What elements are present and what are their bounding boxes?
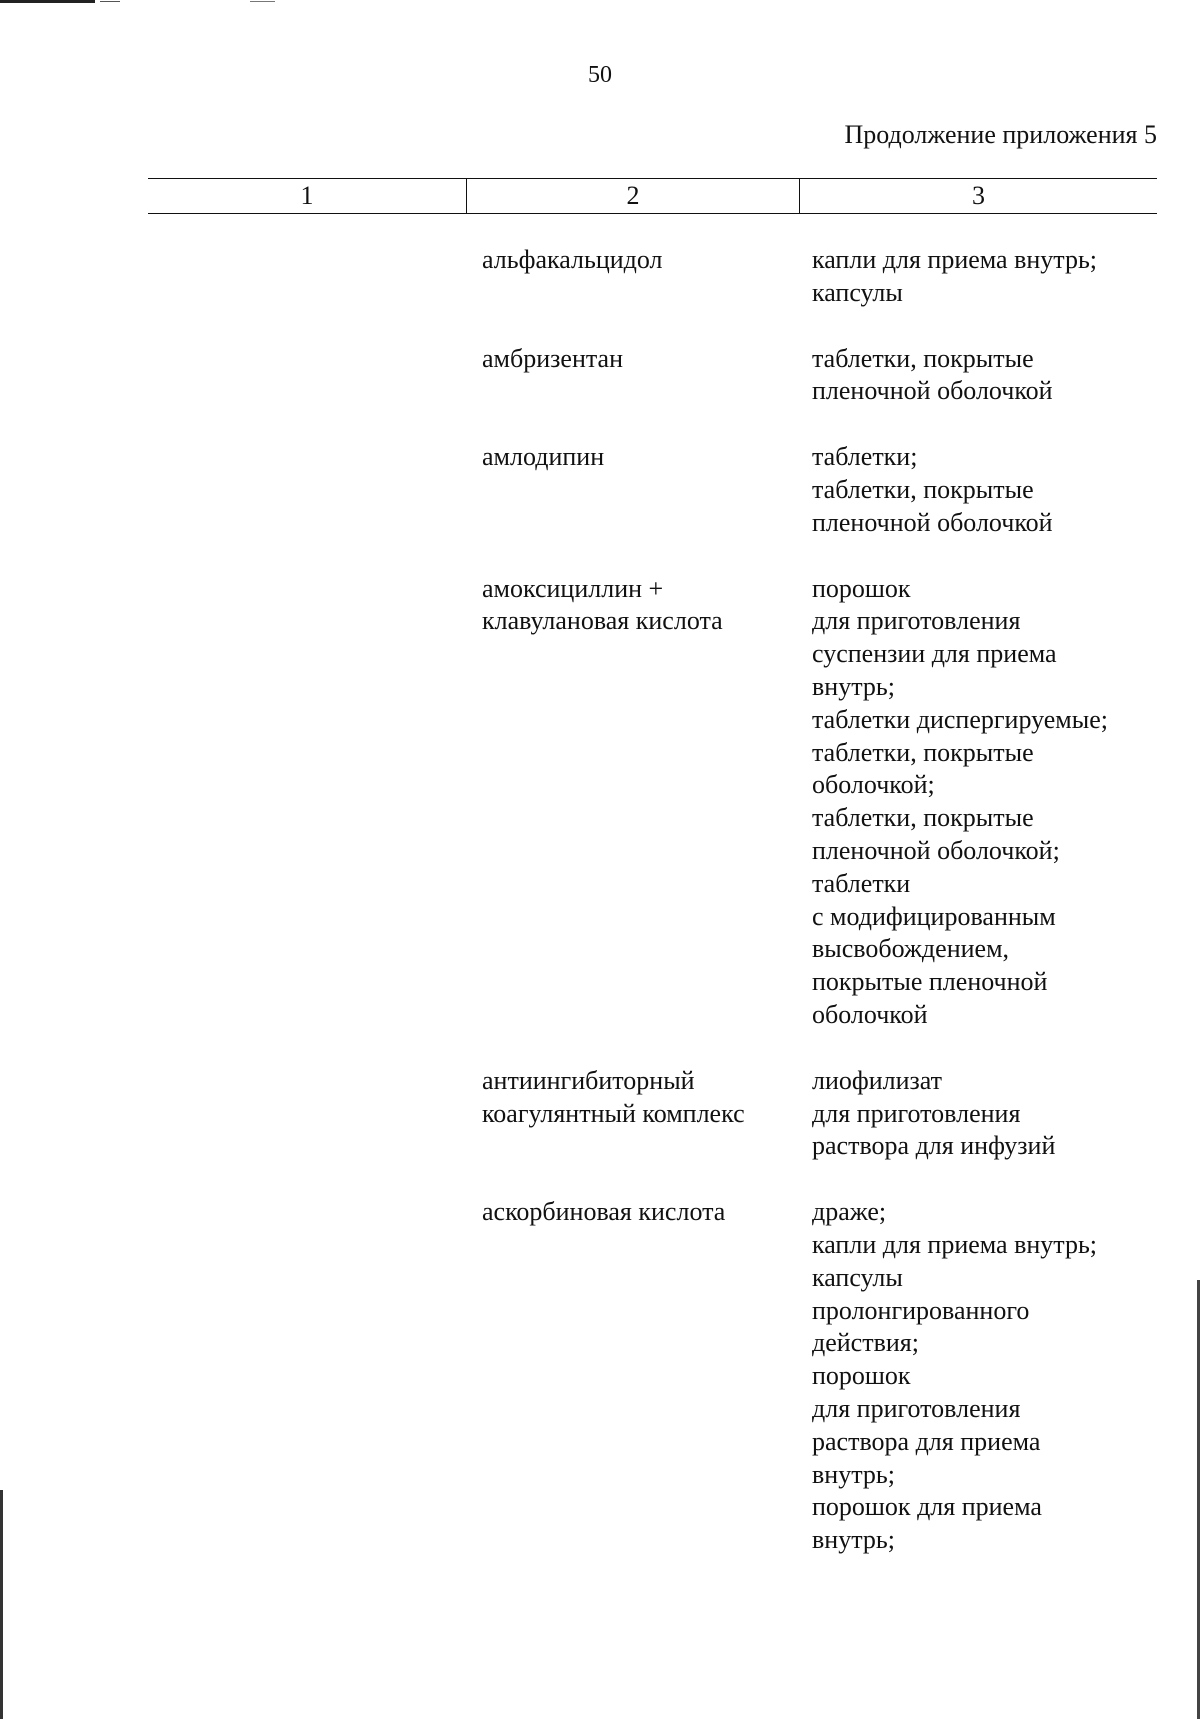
dosage-form-line: таблетки, покрытые — [812, 474, 1034, 504]
column-header-1: 1 — [148, 179, 467, 213]
dosage-form-line: капли для приема внутрь; — [812, 245, 1098, 274]
dosage-form-line: пленочной оболочкой; — [812, 835, 1060, 865]
dosage-form-line: с модифицированным — [812, 901, 1056, 931]
dosage-form-line: таблетки — [812, 868, 911, 898]
table-row — [0, 343, 1200, 409]
continuation-label: Продолжение приложения 5 — [844, 120, 1157, 149]
drug-name — [482, 343, 812, 409]
dosage-form-line: капсулы — [812, 1262, 903, 1292]
dosage-form-line: внутрь; — [812, 1525, 895, 1555]
dosage-form-line: для приготовления — [812, 1098, 1021, 1128]
dosage-form-line: суспензии для приема — [812, 639, 1057, 669]
dosage-form-line: порошок для приема — [812, 1492, 1042, 1522]
dosage-form-line: для приготовления — [812, 606, 1021, 636]
dosage-form-line: таблетки диспергируемые; — [812, 704, 1108, 734]
dosage-forms — [812, 573, 1142, 1032]
dosage-forms — [812, 244, 1142, 310]
table-row — [0, 1196, 1200, 1557]
dosage-forms — [812, 441, 1142, 539]
dosage-form-line: таблетки; — [812, 442, 918, 472]
dosage-form-line: лиофилизат — [812, 1065, 943, 1095]
dosage-form-line: порошок — [812, 573, 911, 603]
scan-edge-mark — [100, 1, 120, 2]
dosage-form-line: оболочкой — [812, 999, 928, 1029]
scan-edge-mark — [250, 1, 275, 2]
drug-name — [482, 573, 812, 1032]
column-header-3: 3 — [972, 181, 985, 210]
drug-name-line: клавулановая кислота — [482, 606, 723, 636]
dosage-forms — [812, 1196, 1142, 1557]
drug-name-line: амлодипин — [482, 442, 605, 472]
dosage-form-line: порошок — [812, 1361, 911, 1391]
dosage-forms — [812, 1065, 1142, 1163]
dosage-form-line: капсулы — [812, 277, 903, 307]
table-header — [148, 178, 1157, 214]
drug-name — [482, 1065, 812, 1163]
table-row — [0, 573, 1200, 1032]
page-number: 50 — [588, 62, 612, 88]
dosage-form-line: покрытые пленочной — [812, 967, 1048, 997]
drug-name — [482, 1196, 812, 1557]
drug-name-line: альфакальцидол — [482, 245, 663, 274]
dosage-form-line: таблетки, покрытые — [812, 803, 1034, 833]
dosage-forms — [812, 343, 1142, 409]
drug-name-line: амоксициллин + — [482, 573, 664, 603]
table-row — [0, 1065, 1200, 1163]
dosage-form-line: действия; — [812, 1328, 919, 1358]
dosage-form-line: таблетки, покрытые — [812, 737, 1034, 767]
drug-name — [482, 244, 812, 310]
drug-name-line: антиингибиторный — [482, 1065, 695, 1095]
column-header-2: 2 — [467, 179, 800, 213]
table-row — [0, 244, 1200, 310]
table-row — [0, 441, 1200, 539]
dosage-form-line: драже; — [812, 1197, 887, 1227]
dosage-form-line: для приготовления — [812, 1393, 1021, 1423]
table-body — [0, 244, 1200, 1557]
dosage-form-line: капли для приема внутрь; — [812, 1229, 1098, 1259]
drug-name — [482, 441, 812, 539]
drug-name-line: амбризентан — [482, 343, 623, 373]
scan-edge-mark — [0, 0, 95, 3]
drug-name-line: коагулянтный комплекс — [482, 1098, 745, 1128]
dosage-form-line: внутрь; — [812, 671, 895, 701]
dosage-form-line: таблетки, покрытые — [812, 343, 1034, 373]
dosage-form-line: раствора для инфузий — [812, 1131, 1056, 1161]
dosage-form-line: внутрь; — [812, 1459, 895, 1489]
dosage-form-line: раствора для приема — [812, 1426, 1041, 1456]
dosage-form-line: пролонгированного — [812, 1295, 1030, 1325]
dosage-form-line: пленочной оболочкой — [812, 376, 1053, 406]
dosage-form-line: оболочкой; — [812, 770, 935, 800]
dosage-form-line: высвобождением, — [812, 934, 1010, 964]
dosage-form-line: пленочной оболочкой — [812, 507, 1053, 537]
drug-name-line: аскорбиновая кислота — [482, 1197, 726, 1227]
